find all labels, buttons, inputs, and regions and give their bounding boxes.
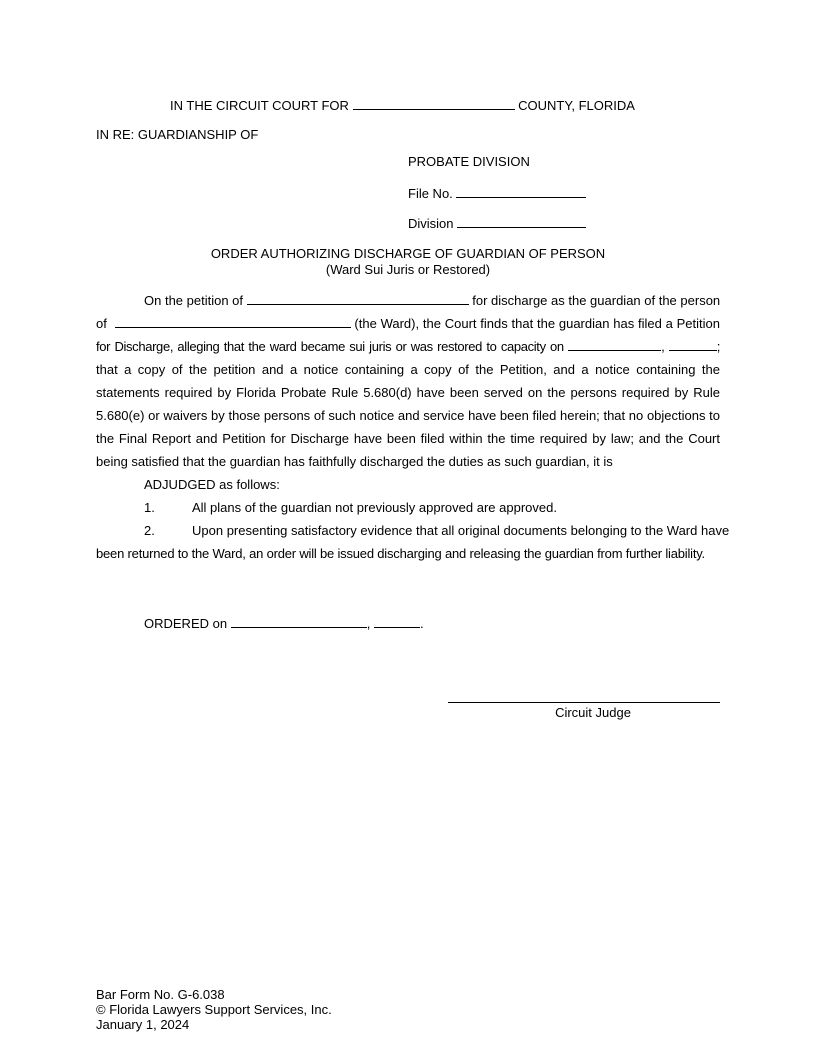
body-line-4: that a copy of the petition and a notice containing a copy of the Petition, and a notice containing the bbox=[96, 362, 720, 377]
copyright-notice: © Florida Lawyers Support Services, Inc. bbox=[96, 1002, 332, 1017]
order-title: ORDER AUTHORIZING DISCHARGE OF GUARDIAN OF PERSON bbox=[210, 246, 606, 261]
body-line-6: 5.680(e) or waivers by those persons of such notice and service have been filed herein; that no objections to bbox=[96, 408, 720, 423]
restored-date-blank[interactable] bbox=[568, 338, 661, 351]
form-date: January 1, 2024 bbox=[96, 1017, 190, 1032]
circuit-judge-label: Circuit Judge bbox=[555, 705, 631, 720]
division-blank[interactable] bbox=[457, 215, 586, 228]
file-no-field: File No. bbox=[408, 185, 586, 202]
file-no-blank[interactable] bbox=[456, 185, 586, 198]
ordered-year-blank[interactable] bbox=[374, 615, 420, 628]
body-line-2: of (the Ward), the Court finds that the guardian has filed a Petition bbox=[96, 316, 720, 331]
in-re-caption: IN RE: GUARDIANSHIP OF bbox=[96, 127, 259, 142]
body-line-3: for Discharge, alleging that the ward became sui juris or was restored to capacity on , ; bbox=[96, 339, 720, 354]
court-caption: IN THE CIRCUIT COURT FOR COUNTY, FLORIDA bbox=[170, 98, 635, 113]
body-line-5: statements required by Florida Probate Rule 5.680(d) have been served on the persons required by Rule bbox=[96, 385, 720, 400]
division-field: Division bbox=[408, 215, 586, 232]
adjudged-item-2 bbox=[96, 519, 730, 565]
judge-signature-line[interactable] bbox=[448, 702, 720, 703]
petitioner-blank[interactable] bbox=[247, 292, 469, 305]
order-subtitle: (Ward Sui Juris or Restored) bbox=[325, 262, 491, 277]
adjudged-item-1: 1. All plans of the guardian not previously approved are approved. bbox=[144, 500, 557, 515]
probate-division-label: PROBATE DIVISION bbox=[408, 154, 530, 169]
adjudged-heading: ADJUDGED as follows: bbox=[144, 477, 280, 492]
restored-year-blank[interactable] bbox=[669, 338, 717, 351]
item-2-line-2: been returned to the Ward, an order will be issued discharging and releasing the guardian from further liability. bbox=[96, 546, 705, 561]
county-blank[interactable] bbox=[353, 97, 515, 110]
ordered-on-line: ORDERED on , . bbox=[144, 616, 424, 631]
ward-name-blank[interactable] bbox=[115, 315, 351, 328]
item-2-line-1: 2. Upon presenting satisfactory evidence that all original documents belonging to the Ward have bbox=[144, 523, 730, 538]
body-line-8: being satisfied that the guardian has faithfully discharged the duties as such guardian, it is bbox=[96, 454, 613, 469]
ordered-date-blank[interactable] bbox=[231, 615, 367, 628]
bar-form-number: Bar Form No. G-6.038 bbox=[96, 987, 225, 1002]
order-body bbox=[96, 289, 720, 473]
body-line-1: On the petition of for discharge as the guardian of the person bbox=[144, 293, 721, 308]
body-line-7: the Final Report and Petition for Discharge have been filed within the time required by law; and the Court bbox=[96, 431, 720, 446]
